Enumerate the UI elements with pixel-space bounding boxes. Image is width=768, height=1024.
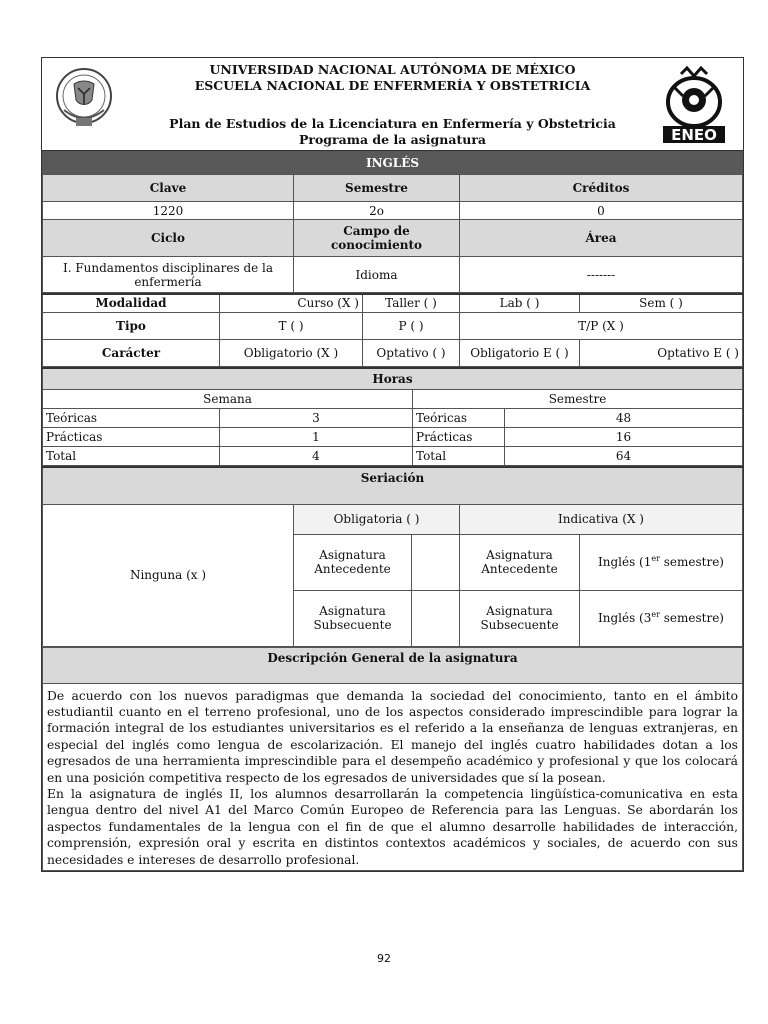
horas-row-label: Total bbox=[43, 447, 220, 466]
program-title: Programa de la asignatura bbox=[298, 132, 487, 147]
indicativa-subsecuente: Asignatura Subsecuente bbox=[460, 590, 580, 646]
tipo-p: P ( ) bbox=[363, 312, 460, 339]
semestre-value: 2o bbox=[294, 202, 460, 220]
horas-row-label: Prácticas bbox=[43, 428, 220, 447]
tipo-tp: T/P (X ) bbox=[460, 312, 743, 339]
seriacion-title: Seriación bbox=[43, 467, 743, 504]
semestre-label: Semestre bbox=[294, 175, 460, 202]
plan-title: Plan de Estudios de la Licenciatura en Enfermería y Obstetricia bbox=[169, 116, 616, 131]
syllabus-document bbox=[41, 57, 744, 872]
ciclo-value: I. Fundamentos disciplinares de la enfermería bbox=[43, 257, 294, 293]
seriacion-ninguna: Ninguna (x ) bbox=[43, 504, 294, 646]
subject-title: INGLÉS bbox=[43, 152, 743, 175]
caracter-label: Carácter bbox=[43, 339, 220, 366]
page-number: 92 bbox=[377, 952, 391, 965]
horas-row-semestre: 16 bbox=[505, 428, 743, 447]
obligatoria-subsecuente: Asignatura Subsecuente bbox=[294, 590, 412, 646]
info-table bbox=[42, 151, 743, 293]
horas-semestre-label: Semestre bbox=[413, 390, 743, 409]
creditos-label: Créditos bbox=[460, 175, 743, 202]
indicativa-subsecuente-value: Inglés (3er semestre) bbox=[580, 590, 743, 646]
clave-value: 1220 bbox=[43, 202, 294, 220]
modalidad-curso: Curso (X ) bbox=[220, 294, 363, 312]
modalidad-table bbox=[42, 293, 743, 367]
obligatoria-subsecuente-value bbox=[412, 590, 460, 646]
modalidad-lab: Lab ( ) bbox=[460, 294, 580, 312]
horas-row-semestre: 64 bbox=[505, 447, 743, 466]
horas-row-label2: Total bbox=[413, 447, 505, 466]
creditos-value: 0 bbox=[460, 202, 743, 220]
descripcion-body bbox=[43, 684, 742, 870]
caracter-obligatorio-e: Obligatorio E ( ) bbox=[460, 339, 580, 366]
university-name: UNIVERSIDAD NACIONAL AUTÓNOMA DE MÉXICO bbox=[209, 62, 576, 77]
document-header bbox=[42, 58, 743, 151]
horas-table bbox=[42, 367, 743, 467]
descripcion-paragraph: En la asignatura de inglés II, los alumnos desarrollarán la competencia lingüística-comunicativa en esta lengua dentro del nivel A1 del Marco Común Europeo de Referencia para las Lenguas. Se abordarán los aspectos fundamentales de la lengua con el fin de que el alumno desarrolle habilidades de interacción, comprensión, expresión oral y escrita en distintos contextos académicos y sociales, de acuerdo con sus necesidades e intereses de desarrollo profesional. bbox=[47, 786, 738, 867]
horas-row-semana: 3 bbox=[220, 409, 413, 428]
horas-row-semana: 4 bbox=[220, 447, 413, 466]
horas-row-semestre: 48 bbox=[505, 409, 743, 428]
horas-row-semana: 1 bbox=[220, 428, 413, 447]
seriacion-obligatoria: Obligatoria ( ) bbox=[294, 504, 460, 534]
obligatoria-antecedente: Asignatura Antecedente bbox=[294, 534, 412, 590]
caracter-optativo: Optativo ( ) bbox=[363, 339, 460, 366]
horas-row-label: Teóricas bbox=[43, 409, 220, 428]
descripcion-table bbox=[42, 647, 743, 871]
ciclo-label: Ciclo bbox=[43, 220, 294, 257]
tipo-label: Tipo bbox=[43, 312, 220, 339]
seriacion-indicativa: Indicativa (X ) bbox=[460, 504, 743, 534]
descripcion-paragraph: De acuerdo con los nuevos paradigmas que demanda la sociedad del conocimiento, tanto en el ámbito estudiantil cuanto en el terreno profesional, uno de los aspectos considerado imprescindible para lograr la formación integral de los estudiantes universitarios es el referido a la enseñanza de lenguas extranjeras, en especial del inglés como lengua de escolarización. El manejo del inglés cuatro habilidades dotan a los egresados de una herramienta imprescindible para el desempeño académico y profesional y que los colocará en una posición competitiva respecto de los egresados de universidades que sí la posean. bbox=[47, 688, 738, 785]
area-value: ------- bbox=[460, 257, 743, 293]
caracter-optativo-e: Optativo E ( ) bbox=[580, 339, 743, 366]
horas-semana-label: Semana bbox=[43, 390, 413, 409]
area-label: Área bbox=[460, 220, 743, 257]
modalidad-sem: Sem ( ) bbox=[580, 294, 743, 312]
indicativa-antecedente: Asignatura Antecedente bbox=[460, 534, 580, 590]
modalidad-taller: Taller ( ) bbox=[363, 294, 460, 312]
clave-label: Clave bbox=[43, 175, 294, 202]
seriacion-table bbox=[42, 466, 743, 647]
campo-label: Campo de conocimiento bbox=[294, 220, 460, 257]
descripcion-title: Descripción General de la asignatura bbox=[43, 647, 743, 683]
horas-title: Horas bbox=[43, 368, 743, 390]
obligatoria-antecedente-value bbox=[412, 534, 460, 590]
caracter-obligatorio: Obligatorio (X ) bbox=[220, 339, 363, 366]
tipo-t: T ( ) bbox=[220, 312, 363, 339]
campo-value: Idioma bbox=[294, 257, 460, 293]
eneo-logo-text: ENEO bbox=[671, 126, 717, 144]
school-name: ESCUELA NACIONAL DE ENFERMERÍA Y OBSTETRICIA bbox=[194, 78, 591, 93]
modalidad-label: Modalidad bbox=[43, 294, 220, 312]
indicativa-antecedente-value: Inglés (1er semestre) bbox=[580, 534, 743, 590]
horas-row-label2: Prácticas bbox=[413, 428, 505, 447]
horas-row-label2: Teóricas bbox=[413, 409, 505, 428]
eneo-logo-icon bbox=[661, 66, 727, 144]
